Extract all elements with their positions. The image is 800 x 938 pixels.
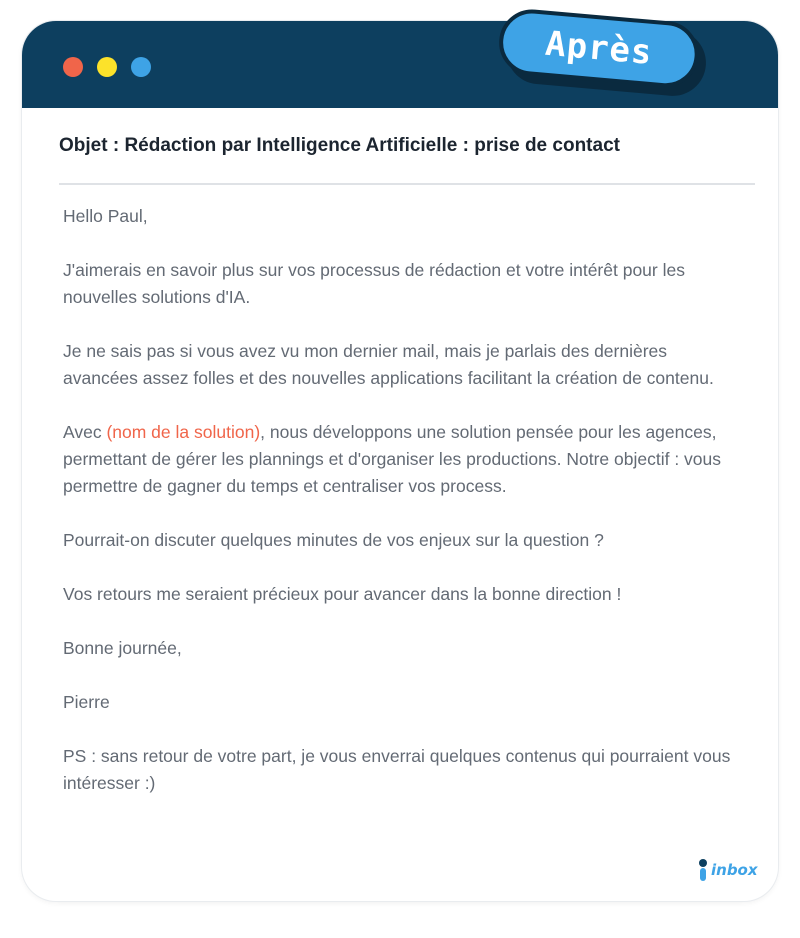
email-body xyxy=(63,203,743,824)
email-postscript: PS : sans retour de votre part, je vous enverrai quelques contenus qui pourraient vous intéresser :) xyxy=(63,746,731,793)
email-closing: Bonne journée, xyxy=(63,638,182,658)
email-subject: Objet : Rédaction par Intelligence Artificielle : prise de contact xyxy=(59,135,620,156)
maximize-window-dot[interactable] xyxy=(131,57,151,77)
email-paragraph-1: J'aimerais en savoir plus sur vos processus de rédaction et votre intérêt pour les nouvelles solutions d'IA. xyxy=(63,260,685,307)
email-window xyxy=(22,21,778,901)
email-paragraph-2: Je ne sais pas si vous avez vu mon dernier mail, mais je parlais des dernières avancées assez folles et des nouvelles applications facilitant la création de contenu. xyxy=(63,341,714,388)
after-badge-label: Après xyxy=(543,23,655,73)
brand-logo xyxy=(698,859,758,881)
close-window-dot[interactable] xyxy=(63,57,83,77)
email-paragraph-3 xyxy=(63,419,743,500)
pen-icon xyxy=(698,859,708,881)
brand-logo-text: inbox xyxy=(711,861,758,879)
paragraph-3-prefix: Avec xyxy=(63,422,107,442)
email-greeting: Hello Paul, xyxy=(63,206,148,226)
minimize-window-dot[interactable] xyxy=(97,57,117,77)
paragraph-3-suffix: , nous développons une solution pensée pour les agences, permettant de gérer les plannings et d'organiser les productions. Notre objectif : vous permettre de gagner du temps et centraliser vos process. xyxy=(63,422,722,496)
solution-name-placeholder: (nom de la solution) xyxy=(106,422,261,442)
email-paragraph-4: Pourrait-on discuter quelques minutes de vos enjeux sur la question ? xyxy=(63,530,604,550)
email-paragraph-5: Vos retours me seraient précieux pour avancer dans la bonne direction ! xyxy=(63,584,622,604)
email-signature: Pierre xyxy=(63,692,110,712)
subject-divider xyxy=(59,183,755,185)
